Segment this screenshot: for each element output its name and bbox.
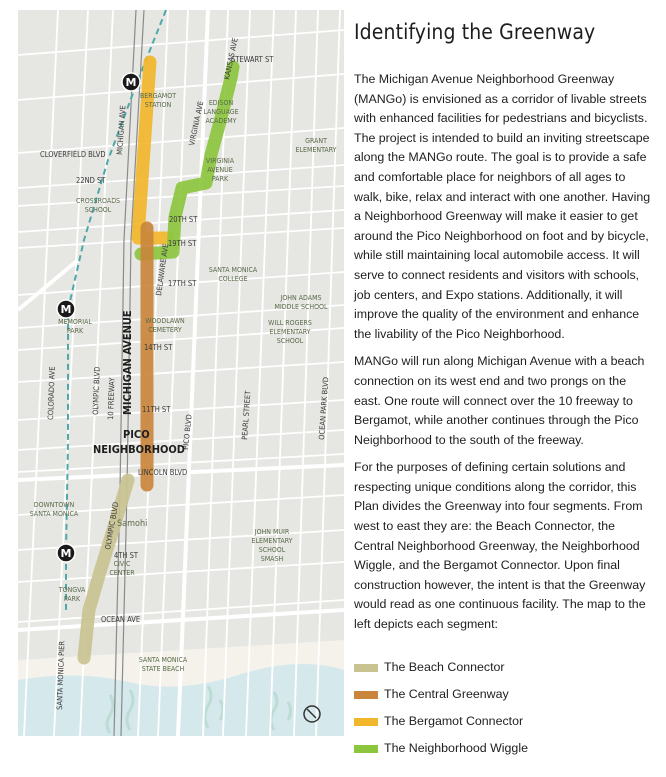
description-panel [354,20,654,643]
place-beach: SANTA MONICA STATE BEACH [138,656,188,673]
label-michigan-avenue: MICHIGAN AVENUE [121,310,134,415]
legend-item-neighborhood-wiggle [354,739,654,766]
legend-swatch [354,691,378,699]
place-grant: GRANT ELEMENTARY [295,137,337,154]
metro-symbol: M [60,547,72,560]
place-pico-neighborhood: PICO NEIGHBORHOOD [93,428,186,456]
place-samohi: Samohi [117,519,148,529]
place-woodlawn: WOODLAWN CEMETERY [145,317,185,334]
label-olympic-2: OLYMPIC BLVD [103,501,121,551]
label-stewart: STEWART ST [231,55,274,64]
legend-label: The Neighborhood Wiggle [384,741,528,755]
place-civic: CIVIC CENTER [109,560,135,577]
legend-swatch [354,664,378,672]
legend-item-bergamot-connector [354,712,654,739]
label-14th: 14TH ST [144,343,173,352]
metro-station-icon [57,544,75,562]
label-delaware: DELAWARE AVE [154,242,171,297]
legend-label: The Bergamot Connector [384,714,524,728]
label-pearl: PEARL STREET [240,390,253,441]
label-11th: 11TH ST [142,405,171,414]
label-4th: 4TH ST [114,551,139,560]
label-olympic: OLYMPIC BLVD [91,366,102,416]
place-tongva: TONGVA PARK [58,586,86,603]
map-canvas[interactable] [18,10,344,736]
paragraph-segments: For the purposes of defining certain solutions and respecting unique conditions along the corridor, this Plan divides the Greenway into four segments. From west to east they are: the Beach Connector, the Central Neighborhood Greenway, the Neighborhood Wiggle, and the Bergamot Connector. Upon final construction however, the intent is that the Greenway would read as one continuous facility. The map to the left depicts each segment: [354,460,646,632]
label-freeway: 10 FREEWAY [106,377,117,421]
metro-station-icon [57,300,75,318]
map-legend [354,658,654,766]
place-john-muir: JOHN MUIR ELEMENTARY SCHOOL SMASH [251,528,293,563]
label-17th: 17TH ST [168,279,197,288]
place-will-rogers: WILL ROGERS ELEMENTARY SCHOOL [268,319,312,345]
metro-symbol: M [60,303,72,316]
greenway-map[interactable] [18,10,344,736]
legend-swatch [354,718,378,726]
label-19th: 19TH ST [168,239,197,248]
legend-item-beach-connector [354,658,654,685]
major-streets [18,10,344,736]
place-virginia-park: VIRGINIA AVENUE PARK [205,157,235,183]
label-cloverfield: CLOVERFIELD BLVD [40,150,106,159]
label-colorado: COLORADO AVE [46,366,57,421]
paragraph-intro: The Michigan Avenue Neighborhood Greenway (MANGo) is envisioned as a corridor of livable streets with enhanced facilities for pedestrians and bicyclists. The project is intended to build an inviting streetscape along the MANGo route. The goal is to provide a safe and comfortable place for neighbors of all ages to walk, bike, relax and interact with one another. Having a Neighborhood Greenway will make it easier to get around the Pico Neighborhood on foot and by bicycle, while still maintaining local automobile access. It will serve to connect residents and visitors with schools, job centers, and Expo stations. Additionally, it will improve the quality of the environment and enhance the livability of the Pico Neighborhood. [354,72,651,341]
metro-symbol: M [125,76,137,89]
legend-swatch [354,745,378,753]
place-downtown: DOWNTOWN SANTA MONICA [29,501,79,518]
label-22nd: 22ND ST [76,176,106,185]
legend-item-central-greenway [354,685,654,712]
label-lincoln: LINCOLN BLVD [138,468,188,477]
paragraph-route: MANGo will run along Michigan Avenue with a beach connection on its west end and two prongs on the east. One route will connect over the 10 freeway to Bergamot, while another continues through the Pico Neighborhood to the south of the freeway. [354,354,645,447]
place-john-adams: JOHN ADAMS MIDDLE SCHOOL [274,294,328,311]
page-title: Identifying the Greenway [354,20,596,44]
metro-station-icon [122,73,140,91]
label-pier: SANTA MONICA PIER [55,640,67,711]
label-oceanpark: OCEAN PARK BLVD [317,376,331,441]
place-crossroads: CROSSROADS SCHOOL [75,197,121,214]
label-20th: 20TH ST [169,215,198,224]
label-pico: PICO BLVD [181,413,194,451]
legend-label: The Central Greenway [384,687,509,701]
label-virginia: VIRGINIA AVE [187,100,206,147]
place-memorial: MEMORIAL PARK [58,318,92,335]
place-smc: SANTA MONICA COLLEGE [208,266,258,283]
label-ocean: OCEAN AVE [101,615,141,624]
place-bergamot: BERGAMOT STATION [139,92,177,109]
label-kansas: KANSAS AVE [222,37,240,81]
place-edison: EDISON LANGUAGE ACADEMY [203,99,239,125]
label-michigan-ave: MICHIGAN AVE [115,104,128,156]
legend-label: The Beach Connector [384,660,505,674]
